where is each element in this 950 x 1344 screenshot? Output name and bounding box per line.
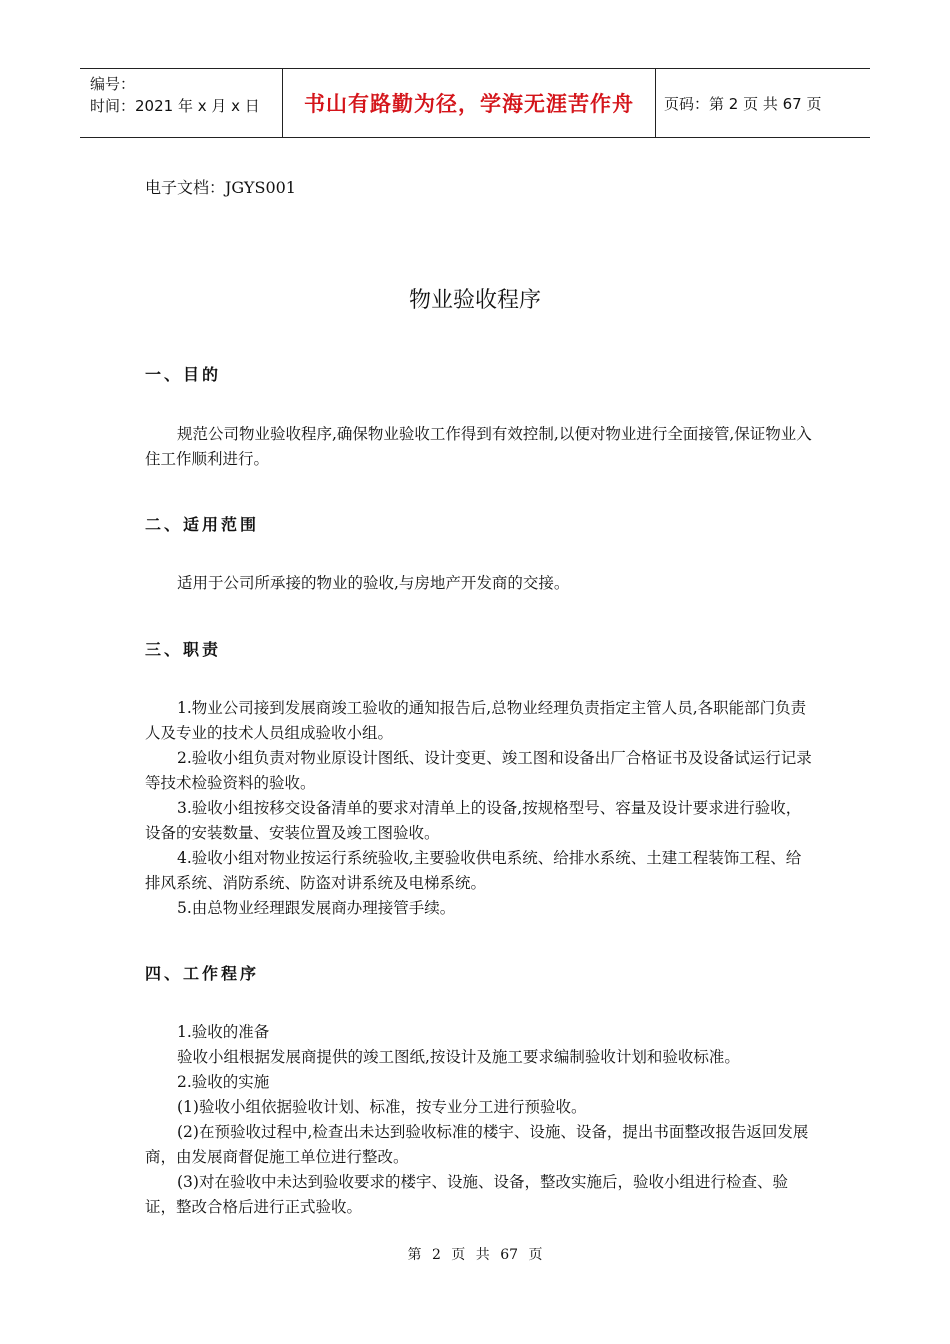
section-heading: 一、目的 xyxy=(145,365,222,384)
paragraph: 1.验收的准备 xyxy=(177,1023,270,1041)
section-body xyxy=(145,571,813,596)
paragraph: 4.验收小组对物业按运行系统验收,主要验收供电系统、给排水系统、土建工程装饰工程、给排风系统、消防系统、防盗对讲系统及电梯系统。 xyxy=(145,849,802,892)
paragraph: 2.验收的实施 xyxy=(177,1073,270,1091)
paragraph: 5.由总物业经理跟发展商办理接管手续。 xyxy=(177,899,456,917)
paragraph: 验收小组根据发展商提供的竣工图纸,按设计及施工要求编制验收计划和验收标准。 xyxy=(177,1048,740,1066)
paragraph: 规范公司物业验收程序,确保物业验收工作得到有效控制,以便对物业进行全面接管,保证物业入住工作顺利进行。 xyxy=(145,425,812,468)
section-body xyxy=(145,422,813,472)
header-meta xyxy=(80,69,282,137)
section-body xyxy=(145,1020,813,1220)
paragraph: 1.物业公司接到发展商竣工验收的通知报告后,总物业经理负责指定主管人员,各职能部门负责人及专业的技术人员组成验收小组。 xyxy=(145,699,807,742)
page-footer: 第 2 页 共 67 页 xyxy=(407,1247,543,1263)
section-heading: 四、工作程序 xyxy=(145,964,260,983)
paragraph: 适用于公司所承接的物业的验收,与房地产开发商的交接。 xyxy=(177,574,570,592)
page-header xyxy=(80,68,870,138)
section-heading: 三、职责 xyxy=(145,640,222,659)
page-title: 物业验收程序 xyxy=(408,288,541,313)
section-body xyxy=(145,696,813,921)
paragraph: (1)验收小组依据验收计划、标准，按专业分工进行预验收。 xyxy=(177,1098,587,1116)
time-label: 时间：2021 年 x 月 x 日 xyxy=(90,97,260,115)
paragraph: (2)在预验收过程中,检查出未达到验收标准的楼宇、设施、设备，提出书面整改报告返回发展商，由发展商督促施工单位进行整改。 xyxy=(145,1123,809,1166)
paragraph: 3.验收小组按移交设备清单的要求对清单上的设备,按规格型号、容量及设计要求进行验收，设备的安装数量、安装位置及竣工图验收。 xyxy=(145,799,802,842)
doc-id: 电子文档：JGYS001 xyxy=(145,178,296,197)
motto: 书山有路勤为径，学海无涯苦作舟 xyxy=(282,69,656,137)
page-info: 页码：第 2 页 共 67 页 xyxy=(664,94,822,113)
section-heading: 二、适用范围 xyxy=(145,515,260,534)
number-label: 编号： xyxy=(90,75,136,93)
paragraph: (3)对在验收中未达到验收要求的楼宇、设施、设备，整改实施后，验收小组进行检查、验证，整改合格后进行正式验收。 xyxy=(145,1173,788,1216)
paragraph: 2.验收小组负责对物业原设计图纸、设计变更、竣工图和设备出厂合格证书及设备试运行记录等技术检验资料的验收。 xyxy=(145,749,812,792)
